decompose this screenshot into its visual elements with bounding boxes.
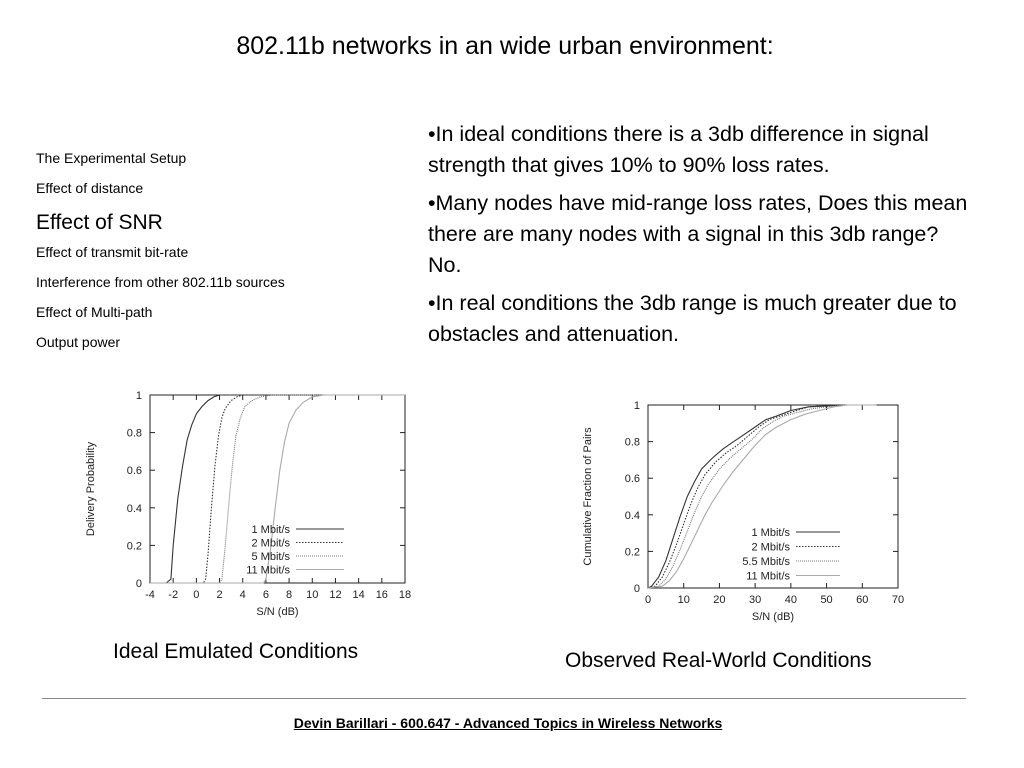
nav-item-effect-of-snr[interactable]: Effect of SNR: [36, 211, 163, 234]
y-tick-label: 0.6: [126, 465, 142, 478]
x-tick-label: 8: [286, 589, 293, 601]
legend-label: 1 Mbit/s: [251, 524, 290, 536]
y-tick-label: 0: [135, 578, 142, 590]
nav-item-multi-path[interactable]: Effect of Multi-path: [36, 304, 153, 320]
topic-nav: [36, 150, 416, 364]
y-tick-label: 0.2: [624, 546, 640, 559]
y-tick-label: 1: [633, 400, 640, 412]
bullet-point: •In ideal conditions there is a 3db difference in signal strength that gives 10% to 90% loss rates.: [428, 122, 929, 177]
x-tick-label: -2: [168, 589, 179, 601]
x-tick-label: 0: [644, 594, 652, 606]
x-tick-label: 14: [352, 589, 365, 601]
legend-label: 2 Mbit/s: [751, 541, 790, 554]
x-tick-label: 20: [713, 594, 726, 606]
x-tick-label: 0: [193, 589, 200, 601]
y-tick-label: 0.2: [126, 540, 142, 553]
y-axis-label: Cumulative Fraction of Pairs: [582, 427, 594, 566]
legend-label: 5.5 Mbit/s: [742, 556, 790, 568]
y-tick-label: 0.8: [624, 436, 640, 449]
y-tick-label: 0.4: [126, 502, 142, 515]
bullet-point: •In real conditions the 3db range is much greater due to obstacles and attenuation.: [428, 291, 957, 346]
y-tick-label: 0: [633, 583, 640, 595]
legend-label: 5 Mbit/s: [251, 551, 290, 563]
caption-ideal: Ideal Emulated Conditions: [113, 640, 359, 663]
legend-label: 1 Mbit/s: [751, 527, 790, 539]
nav-item-effect-of-distance[interactable]: Effect of distance: [36, 180, 144, 196]
real-world-conditions-chart: [575, 395, 915, 635]
footer-divider: [42, 698, 966, 699]
y-tick-label: 0.4: [624, 509, 640, 522]
x-tick-label: 10: [677, 594, 690, 606]
legend-label: 11 Mbit/s: [746, 570, 790, 583]
slide-title: 802.11b networks in an wide urban environment:: [236, 32, 774, 60]
nav-item-experimental-setup[interactable]: The Experimental Setup: [36, 150, 187, 166]
x-tick-label: 12: [329, 589, 342, 601]
y-tick-label: 0.8: [126, 427, 142, 440]
x-tick-label: 4: [239, 589, 246, 601]
bullet-point: •Many nodes have mid-range loss rates, Does this mean there are many nodes with a signal in this 3db range? No.: [428, 191, 968, 277]
nav-item-output-power[interactable]: Output power: [36, 334, 121, 350]
x-axis-label: S/N (dB): [256, 606, 299, 618]
y-tick-label: 0.6: [624, 473, 640, 486]
x-tick-label: 16: [375, 589, 388, 601]
legend-label: 11 Mbit/s: [246, 564, 290, 577]
x-tick-label: -4: [145, 589, 155, 601]
y-tick-label: 1: [135, 390, 142, 402]
x-tick-label: 40: [784, 594, 797, 606]
footer-credit[interactable]: Devin Barillari - 600.647 - Advanced Topics in Wireless Networks: [293, 715, 723, 731]
bullet-list: [428, 119, 968, 357]
caption-real-world: Observed Real-World Conditions: [565, 649, 872, 672]
x-tick-label: 60: [856, 594, 869, 606]
x-tick-label: 10: [306, 589, 319, 601]
y-axis-label: Delivery Probability: [85, 441, 97, 537]
x-tick-label: 18: [398, 589, 412, 601]
x-tick-label: 50: [820, 594, 833, 606]
x-axis-label: S/N (dB): [751, 611, 795, 623]
legend-label: 2 Mbit/s: [251, 537, 290, 550]
nav-item-transmit-bit-rate[interactable]: Effect of transmit bit-rate: [36, 244, 189, 260]
x-tick-label: 30: [749, 594, 762, 606]
x-tick-label: 6: [262, 589, 269, 601]
x-tick-label: 2: [216, 589, 223, 601]
ideal-conditions-chart: [80, 383, 420, 623]
nav-item-interference[interactable]: Interference from other 802.11b sources: [36, 274, 285, 290]
x-tick-label: 70: [891, 594, 905, 606]
